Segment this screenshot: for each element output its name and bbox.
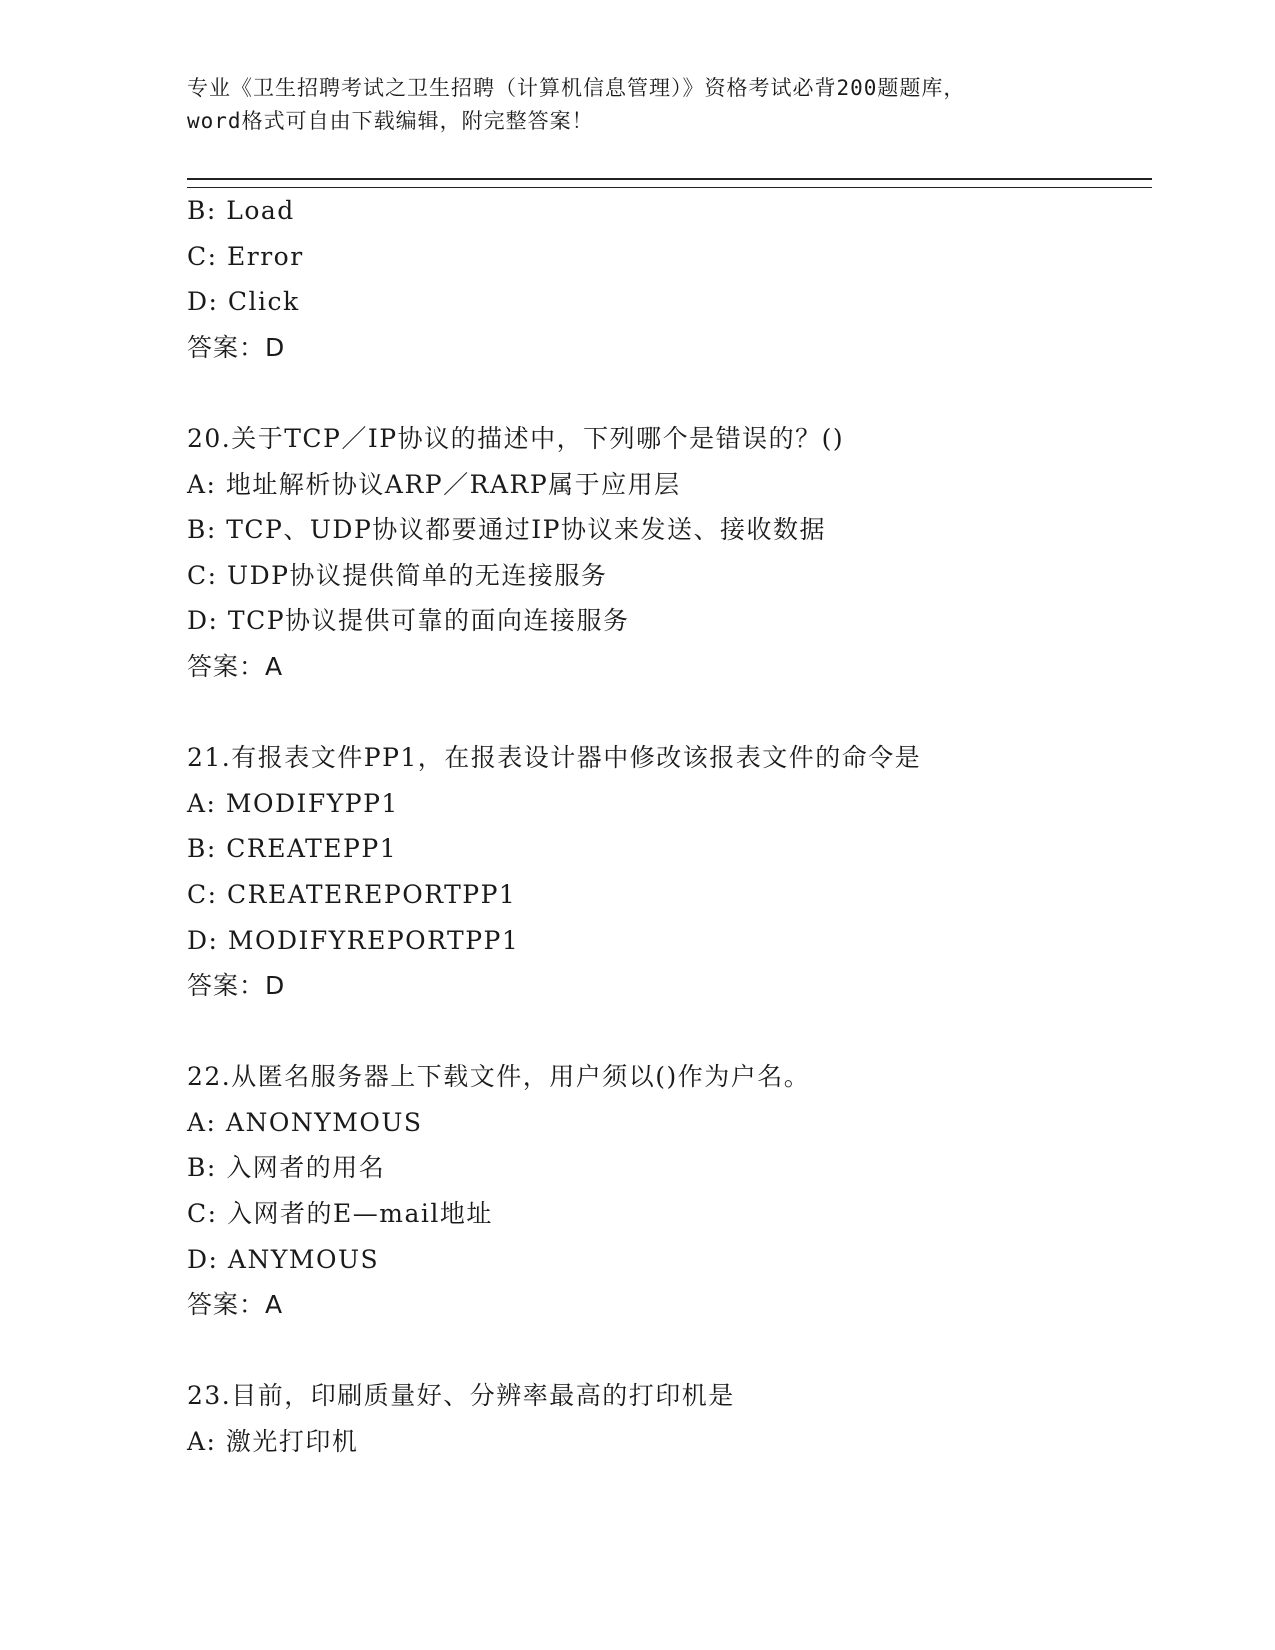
option-b: B: CREATEPP1 [187,834,398,864]
spacer [187,1009,1147,1055]
question-block-23 [187,1373,1147,1464]
option-d: D: Click [187,287,300,317]
option-b: B: 入网者的用名 [187,1153,386,1183]
option-d: D: TCP协议提供可靠的面向连接服务 [187,606,630,636]
option-c: C: 入网者的E—mail地址 [187,1199,493,1229]
option-a: A: MODIFYPP1 [187,788,399,818]
spacer [187,1328,1147,1374]
question-block-19-partial [187,188,1147,370]
question-stem: 21.有报表文件PP1，在报表设计器中修改该报表文件的命令是 [187,743,922,773]
option-c: C: Error [187,241,304,271]
question-block-22 [187,1054,1147,1328]
question-stem: 20.关于TCP／IP协议的描述中，下列哪个是错误的？() [187,423,845,453]
answer-line: 答案：D [187,971,286,1001]
option-c: C: CREATEREPORTPP1 [187,879,517,909]
question-stem: 22.从匿名服务器上下载文件，用户须以()作为户名。 [187,1062,811,1092]
header-title-line-2: word格式可自由下载编辑，附完整答案！ [187,109,594,133]
answer-line: 答案：D [187,332,286,362]
option-a: A: ANONYMOUS [187,1107,423,1137]
option-a: A: 地址解析协议ARP／RARP属于应用层 [187,469,681,499]
option-b: B: TCP、UDP协议都要通过IP协议来发送、接收数据 [187,515,826,545]
document-body [187,188,1147,1465]
option-d: D: ANYMOUS [187,1244,380,1274]
document-header [187,72,1087,138]
answer-line: 答案：A [187,1290,284,1320]
header-divider [187,178,1152,188]
option-a: A: 激光打印机 [187,1427,359,1457]
option-d: D: MODIFYREPORTPP1 [187,925,520,955]
question-stem: 23.目前，印刷质量好、分辨率最高的打印机是 [187,1381,735,1411]
header-title-line-1: 专业《卫生招聘考试之卫生招聘（计算机信息管理）》资格考试必背200题题库， [187,76,966,100]
option-b: B: Load [187,196,295,225]
option-c: C: UDP协议提供简单的无连接服务 [187,560,608,590]
question-block-20 [187,416,1147,690]
spacer [187,370,1147,416]
question-block-21 [187,735,1147,1009]
spacer [187,690,1147,736]
answer-line: 答案：A [187,651,284,681]
